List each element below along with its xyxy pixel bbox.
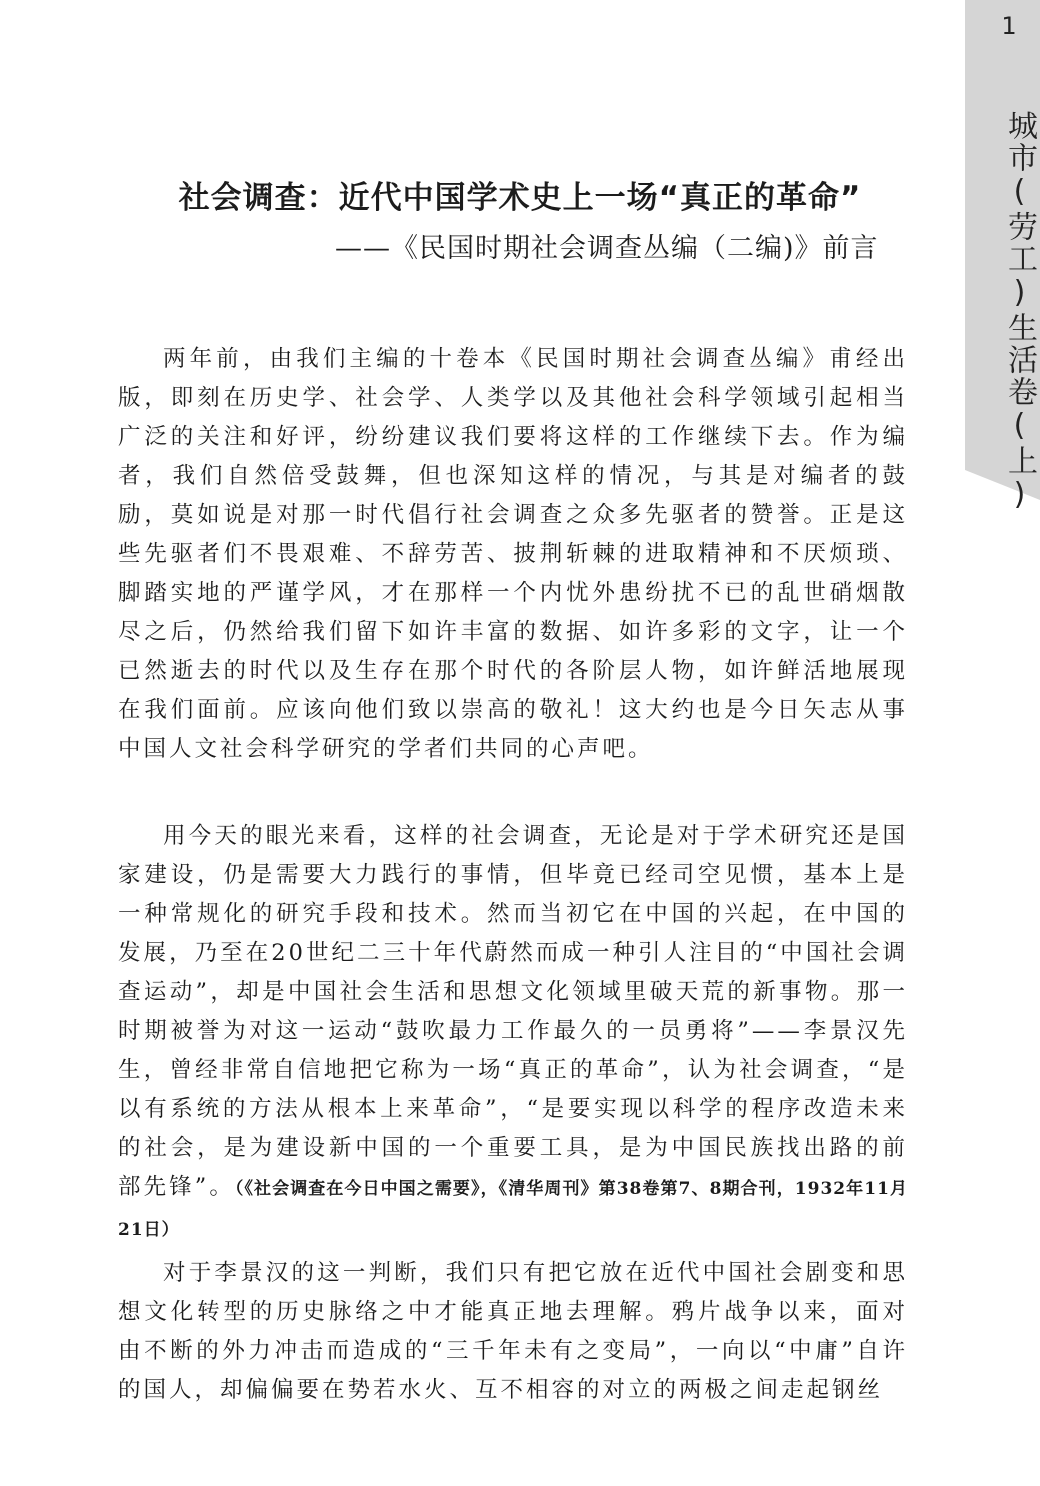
paragraph-3: 对于李景汉的这一判断，我们只有把它放在近代中国社会剧变和思想文化转型的历史脉络之中才能真正地去理解。鸦片战争以来，面对由不断的外力冲击而造成的“三千年未有之变局”，一向以“中庸”自许的国人，却偏偏要在势若水火、互不相容的对立的两极之间走起钢丝 bbox=[118, 1260, 908, 1403]
page-title: 社会调查：近代中国学术史上一场“真正的革命” bbox=[178, 180, 862, 216]
page-subtitle: ——《民国时期社会调查丛编（二编)》前言 bbox=[335, 233, 879, 264]
paragraph-2-text: 用今天的眼光来看，这样的社会调查，无论是对于学术研究还是国家建设，仍是需要大力践行的事情，但毕竟已经司空见惯，基本上是一种常规化的研究手段和技术。然而当初它在中国的兴起，在中国的发展，乃至在20世纪二三十年代蔚然而成一种引人注目的“中国社会调查运动”，却是中国社会生活和思想文化领域里破天荒的新事物。那一时期被誉为对这一运动“鼓吹最力工作最久的一员勇将”——李景汉先生，曾经非常自信地把它称为一场“真正的革命”，认为社会调查，“是以有系统的方法从根本上来革命”，“是要实现以科学的程序改造未来的社会，是为建设新中国的一个重要工具，是为中国民族找出路的前部先锋”。 bbox=[118, 823, 908, 1200]
volume-side-title: 城市(劳工)生活卷(上) bbox=[1002, 110, 1037, 514]
paragraph-2 bbox=[118, 817, 908, 1250]
page-number: 1 bbox=[1001, 12, 1017, 40]
citation-note: （《社会调查在今日中国之需要》，《清华周刊》第38卷第7、8期合刊，1932年11月21日） bbox=[118, 1179, 908, 1240]
paragraph-1: 两年前，由我们主编的十卷本《民国时期社会调查丛编》甫经出版，即刻在历史学、社会学、人类学以及其他社会科学领域引起相当广泛的关注和好评，纷纷建议我们要将这样的工作继续下去。作为编者，我们自然倍受鼓舞，但也深知这样的情况，与其是对编者的鼓励，莫如说是对那一时代倡行社会调查之众多先驱者的赞誉。正是这些先驱者们不畏艰难、不辞劳苦、披荆斩棘的进取精神和不厌烦琐、脚踏实地的严谨学风，才在那样一个内忧外患纷扰不已的乱世硝烟散尽之后，仍然给我们留下如许丰富的数据、如许多彩的文字，让一个已然逝去的时代以及生存在那个时代的各阶层人物，如许鲜活地展现在我们面前。应该向他们致以崇高的敬礼！这大约也是今日矢志从事中国人文社会科学研究的学者们共同的心声吧。 bbox=[118, 346, 908, 762]
